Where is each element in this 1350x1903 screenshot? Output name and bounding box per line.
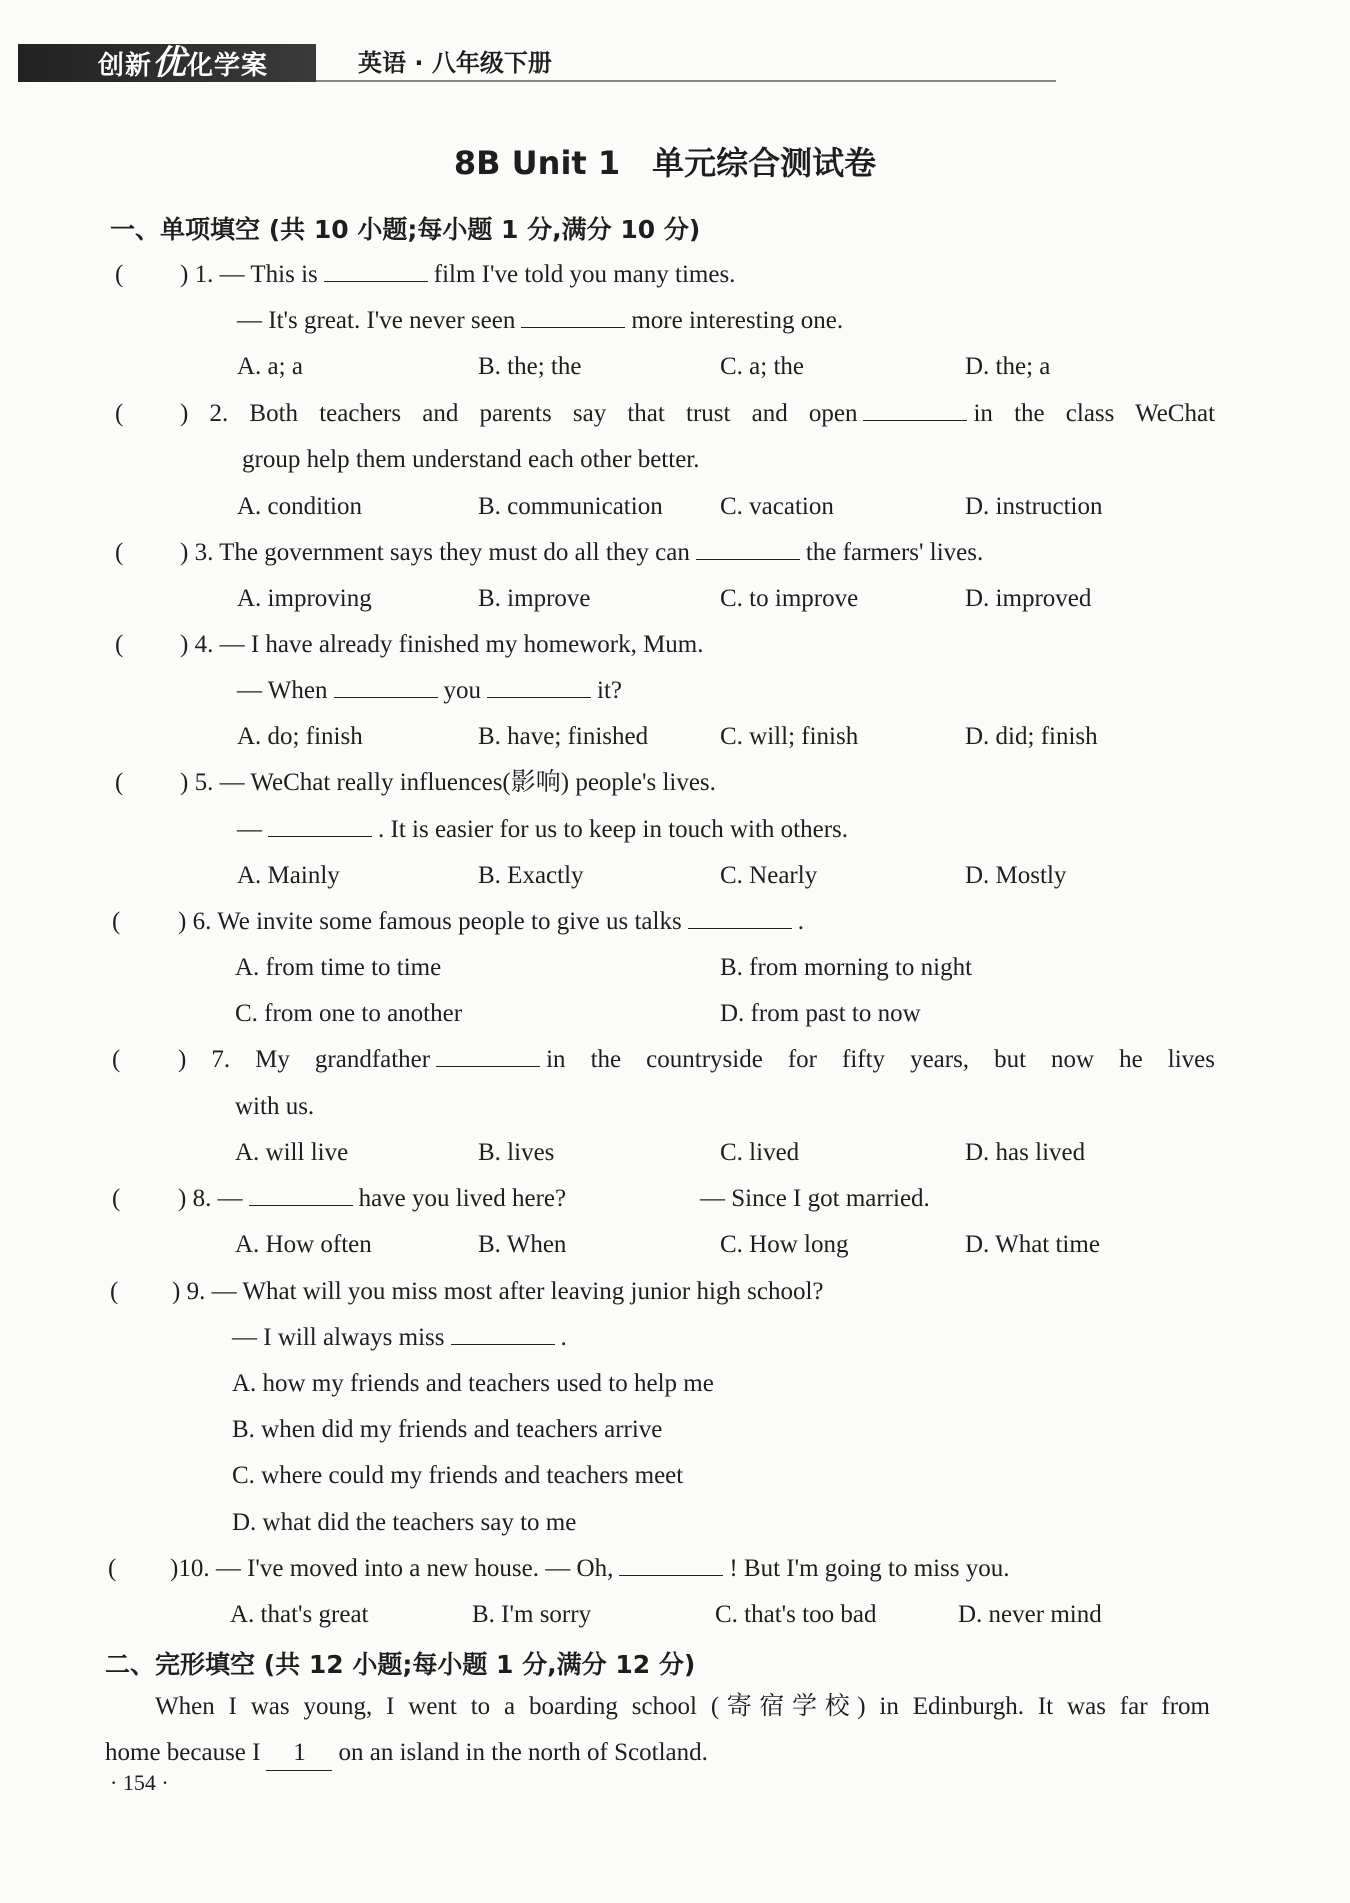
option-d[interactable]: D. from past to now [720,1000,921,1027]
option-b[interactable]: B. improve [478,585,591,612]
option-c[interactable]: C. Nearly [720,862,818,889]
option-a[interactable]: A. a; a [237,353,303,380]
option-a[interactable]: A. do; finish [237,723,363,750]
question-9-line-2: — I will always miss . [232,1324,567,1351]
option-a[interactable]: A. that's great [230,1601,369,1628]
option-b[interactable]: B. from morning to night [720,954,973,981]
option-b[interactable]: B. Exactly [478,862,584,889]
question-7: ) 7. My grandfather in the countryside for fifty years, but now he lives [178,1046,1215,1073]
brand-logo: 创新优化学案 [18,44,316,82]
blank[interactable] [436,1044,540,1067]
option-a[interactable]: A. will live [235,1139,349,1166]
answer-paren[interactable]: ( [115,400,124,427]
option-d[interactable]: D. improved [965,585,1092,612]
option-c[interactable]: C. where could my friends and teachers meet [232,1462,684,1489]
question-8: ) 8. — have you lived here? [178,1185,567,1212]
question-2: ) 2. Both teachers and parents say that trust and open in the class WeChat [180,400,1216,427]
blank[interactable] [863,398,967,421]
question-5: ) 5. — WeChat really influences(影响) people's lives. [180,769,716,796]
answer-paren[interactable]: ( [112,1185,121,1212]
answer-paren[interactable]: ( [115,539,124,566]
question-10: )10. — I've moved into a new house. — Oh, ! But I'm going to miss you. [170,1555,1010,1582]
blank[interactable] [334,675,438,698]
option-a[interactable]: A. How often [235,1231,372,1258]
answer-paren[interactable]: ( [115,769,124,796]
cloze-blank[interactable]: 1 [266,1736,332,1771]
question-3: ) 3. The government says they must do all they can the farmers' lives. [180,539,984,566]
blank[interactable] [451,1322,555,1345]
section-heading-1: 一、单项填空 (共 10 小题;每小题 1 分,满分 10 分) [110,215,701,244]
passage-line-1: When I was young, I went to a boarding school (寄宿学校) in Edinburgh. It was far from [155,1693,1210,1720]
option-c[interactable]: C. How long [720,1231,849,1258]
question-4: ) 4. — I have already finished my homework, Mum. [180,631,704,658]
subject-label: 英语 · 八年级下册 [358,49,552,77]
option-d[interactable]: D. never mind [958,1601,1102,1628]
option-c[interactable]: C. that's too bad [715,1601,877,1628]
option-a[interactable]: A. improving [237,585,372,612]
question-8-response: — Since I got married. [700,1185,930,1212]
option-a[interactable]: A. how my friends and teachers used to help me [232,1370,714,1397]
blank[interactable] [249,1183,353,1206]
option-b[interactable]: B. I'm sorry [472,1601,592,1628]
answer-paren[interactable]: ( [112,908,121,935]
question-1-line-2: — It's great. I've never seen more interesting one. [237,307,844,334]
answer-paren[interactable]: ( [115,631,124,658]
blank[interactable] [487,675,591,698]
question-4-line-2: — When you it? [237,677,622,704]
option-a[interactable]: A. from time to time [235,954,442,981]
page-number: · 154 · [110,1770,169,1795]
question-6: ) 6. We invite some famous people to give us talks . [178,908,804,935]
option-c[interactable]: C. to improve [720,585,859,612]
option-b[interactable]: B. lives [478,1139,555,1166]
section-heading-2: 二、完形填空 (共 12 小题;每小题 1 分,满分 12 分) [105,1650,696,1679]
question-1: ) 1. — This is film I've told you many times. [180,261,736,288]
option-c[interactable]: C. lived [720,1139,800,1166]
option-d[interactable]: D. What time [965,1231,1100,1258]
option-b[interactable]: B. the; the [478,353,582,380]
blank[interactable] [324,259,428,282]
option-b[interactable]: B. have; finished [478,723,649,750]
option-d[interactable]: D. the; a [965,353,1051,380]
blank[interactable] [619,1553,723,1576]
option-b[interactable]: B. when did my friends and teachers arrive [232,1416,663,1443]
question-2-line-2: group help them understand each other better. [242,446,700,473]
page-title: 8B Unit 1 单元综合测试卷 [453,144,877,182]
option-d[interactable]: D. what did the teachers say to me [232,1509,577,1536]
question-7-line-2: with us. [235,1093,315,1120]
option-c[interactable]: C. will; finish [720,723,859,750]
page-header [18,44,1048,84]
answer-paren[interactable]: ( [115,261,124,288]
blank[interactable] [268,814,372,837]
question-9: ) 9. — What will you miss most after leaving junior high school? [172,1278,824,1305]
blank[interactable] [696,537,800,560]
question-5-line-2: — . It is easier for us to keep in touch with others. [237,816,849,843]
option-a[interactable]: A. condition [237,493,362,520]
answer-paren[interactable]: ( [110,1278,119,1305]
header-rule [316,80,1056,82]
option-a[interactable]: A. Mainly [237,862,340,889]
option-c[interactable]: C. from one to another [235,1000,463,1027]
option-b[interactable]: B. When [478,1231,567,1258]
passage-line-2: home because I 1 on an island in the north of Scotland. [105,1736,708,1771]
blank[interactable] [688,906,792,929]
option-d[interactable]: D. Mostly [965,862,1067,889]
answer-paren[interactable]: ( [108,1555,117,1582]
answer-paren[interactable]: ( [112,1046,121,1073]
option-d[interactable]: D. has lived [965,1139,1086,1166]
option-b[interactable]: B. communication [478,493,663,520]
option-d[interactable]: D. instruction [965,493,1103,520]
option-d[interactable]: D. did; finish [965,723,1098,750]
blank[interactable] [521,305,625,328]
option-c[interactable]: C. a; the [720,353,805,380]
option-c[interactable]: C. vacation [720,493,834,520]
